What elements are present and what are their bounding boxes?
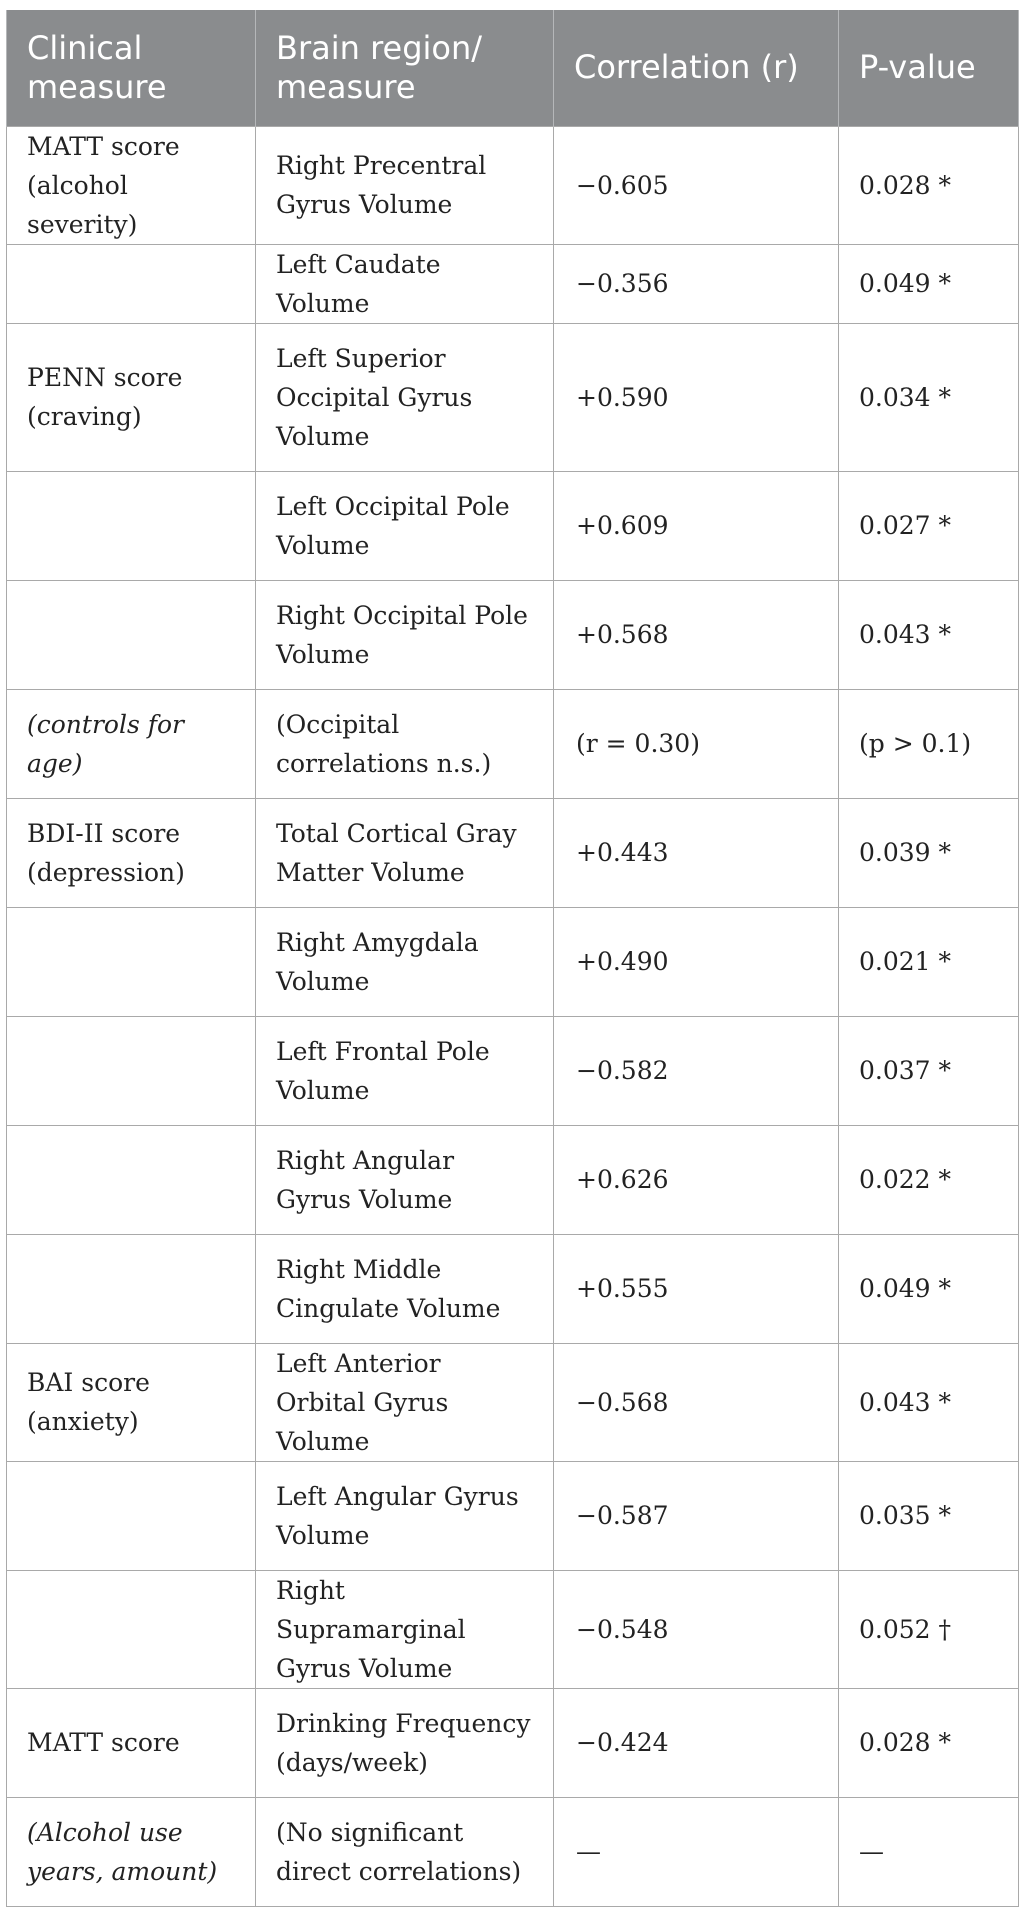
clinical-measure-cell: MATT score (7, 1688, 256, 1797)
correlation-cell: +0.555 (554, 1234, 839, 1343)
correlation-cell: −0.548 (554, 1570, 839, 1688)
table-row (7, 580, 1019, 689)
p-value-cell: 0.049 * (839, 244, 1019, 323)
table-row (7, 1343, 1019, 1461)
p-value-cell: 0.027 * (839, 471, 1019, 580)
brain-region-cell: Right Angular Gyrus Volume (256, 1125, 554, 1234)
clinical-measure-cell (7, 471, 256, 580)
clinical-measure-cell (7, 907, 256, 1016)
clinical-measure-cell: MATT score (alcohol severity) (7, 126, 256, 244)
brain-region-cell: (Occipital correlations n.s.) (256, 689, 554, 798)
clinical-measure-cell: (controls for age) (7, 689, 256, 798)
correlation-cell: −0.605 (554, 126, 839, 244)
table-row (7, 471, 1019, 580)
table-row (7, 1461, 1019, 1570)
header-row (7, 10, 1019, 126)
clinical-measure-cell (7, 1125, 256, 1234)
clinical-measure-cell (7, 1461, 256, 1570)
correlation-cell: −0.582 (554, 1016, 839, 1125)
header-clinical-measure: Clinical measure (7, 10, 256, 126)
correlation-cell: −0.587 (554, 1461, 839, 1570)
table-row (7, 1688, 1019, 1797)
correlation-cell: +0.443 (554, 798, 839, 907)
table-row (7, 126, 1019, 244)
brain-region-cell: Right Occipital Pole Volume (256, 580, 554, 689)
clinical-measure-cell: (Alcohol use years, amount) (7, 1797, 256, 1906)
p-value-cell: 0.028 * (839, 1688, 1019, 1797)
table-row (7, 1125, 1019, 1234)
brain-region-cell: Left Caudate Volume (256, 244, 554, 323)
table-row (7, 244, 1019, 323)
correlation-cell: +0.609 (554, 471, 839, 580)
p-value-cell: 0.043 * (839, 580, 1019, 689)
brain-region-cell: Left Frontal Pole Volume (256, 1016, 554, 1125)
p-value-cell: (p > 0.1) (839, 689, 1019, 798)
brain-region-cell: Right Precentral Gyrus Volume (256, 126, 554, 244)
table-row (7, 1234, 1019, 1343)
table-row (7, 1570, 1019, 1688)
correlation-cell: +0.490 (554, 907, 839, 1016)
brain-region-cell: Right Amygdala Volume (256, 907, 554, 1016)
clinical-measure-cell (7, 1234, 256, 1343)
p-value-cell: 0.052 † (839, 1570, 1019, 1688)
clinical-measure-cell (7, 1570, 256, 1688)
p-value-cell: 0.039 * (839, 798, 1019, 907)
correlation-cell: +0.590 (554, 323, 839, 471)
p-value-cell: 0.028 * (839, 126, 1019, 244)
p-value-cell: — (839, 1797, 1019, 1906)
brain-region-cell: Left Angular Gyrus Volume (256, 1461, 554, 1570)
brain-region-cell: Total Cortical Gray Matter Volume (256, 798, 554, 907)
brain-region-cell: (No significant direct correlations) (256, 1797, 554, 1906)
brain-region-cell: Left Anterior Orbital Gyrus Volume (256, 1343, 554, 1461)
brain-region-cell: Left Superior Occipital Gyrus Volume (256, 323, 554, 471)
p-value-cell: 0.021 * (839, 907, 1019, 1016)
p-value-cell: 0.037 * (839, 1016, 1019, 1125)
correlation-table (6, 10, 1019, 1907)
clinical-measure-cell (7, 244, 256, 323)
correlation-cell: (r = 0.30) (554, 689, 839, 798)
correlation-cell: −0.356 (554, 244, 839, 323)
clinical-measure-cell: BAI score (anxiety) (7, 1343, 256, 1461)
correlation-cell: +0.568 (554, 580, 839, 689)
table-row (7, 689, 1019, 798)
table-row (7, 1797, 1019, 1906)
p-value-cell: 0.022 * (839, 1125, 1019, 1234)
brain-region-cell: Right Middle Cingulate Volume (256, 1234, 554, 1343)
clinical-measure-cell: PENN score (craving) (7, 323, 256, 471)
brain-region-cell: Left Occipital Pole Volume (256, 471, 554, 580)
correlation-cell: — (554, 1797, 839, 1906)
table-row (7, 907, 1019, 1016)
header-p-value: P-value (839, 10, 1019, 126)
correlation-cell: +0.626 (554, 1125, 839, 1234)
brain-region-cell: Right Supramarginal Gyrus Volume (256, 1570, 554, 1688)
table-row (7, 323, 1019, 471)
header-brain-region: Brain region/ measure (256, 10, 554, 126)
p-value-cell: 0.043 * (839, 1343, 1019, 1461)
table-row (7, 798, 1019, 907)
p-value-cell: 0.049 * (839, 1234, 1019, 1343)
p-value-cell: 0.035 * (839, 1461, 1019, 1570)
header-correlation: Correlation (r) (554, 10, 839, 126)
clinical-measure-cell (7, 580, 256, 689)
table-row (7, 1016, 1019, 1125)
clinical-measure-cell (7, 1016, 256, 1125)
p-value-cell: 0.034 * (839, 323, 1019, 471)
clinical-measure-cell: BDI-II score (depression) (7, 798, 256, 907)
correlation-cell: −0.424 (554, 1688, 839, 1797)
brain-region-cell: Drinking Frequency (days/week) (256, 1688, 554, 1797)
correlation-cell: −0.568 (554, 1343, 839, 1461)
